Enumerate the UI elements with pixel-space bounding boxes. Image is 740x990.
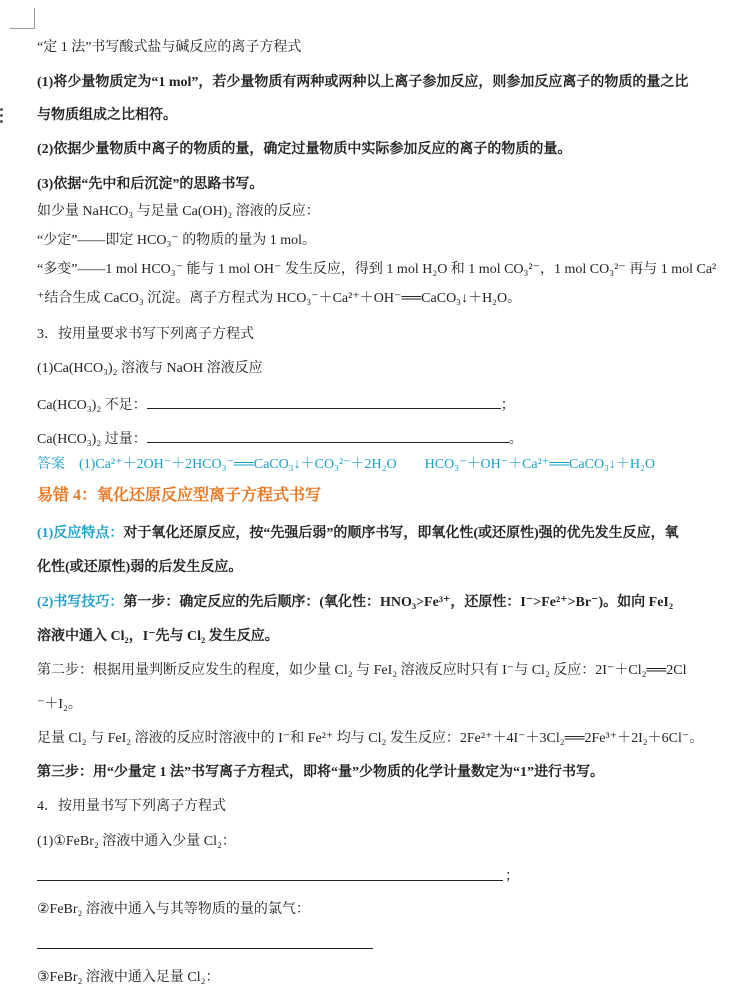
answer-blank-insufficient[interactable]: [147, 394, 501, 409]
question-4-part-3: ③FeBr₂ 溶液中通入足量 Cl₂：: [37, 970, 220, 985]
intro-heading: “定 1 法”书写酸式盐与碱反应的离子方程式: [37, 40, 302, 55]
answer-line-insufficient: [37, 394, 732, 416]
example-step-2-line-1: “多变”——1 mol HCO₃⁻ 能与 1 mol OH⁻ 发生反应，得到 1 mol H₂O 和 1 mol CO₃²⁻，1 mol CO₃²⁻ 再与 1 mol Ca²: [37, 262, 717, 277]
reaction-feature-text: 对于氧化还原反应，按“先强后弱”的顺序书写，即氧化性(或还原性)强的优先发生反应，氧: [123, 526, 679, 541]
section-heading-error-4: 易错 4：氧化还原反应型离子方程式书写: [37, 487, 322, 504]
answer-blank-q4-2[interactable]: [37, 948, 373, 949]
side-handle-icon[interactable]: [0, 108, 6, 126]
reaction-feature-line-1: [37, 524, 732, 544]
answer-label-excess: Ca(HCO₃)₂ 过量：: [37, 432, 147, 447]
rule-1-line-2: 与物质组成之比相符。: [37, 108, 177, 123]
step-2-line-1: 第二步：根据用量判断反应发生的程度，如少量 Cl₂ 与 FeI₂ 溶液反应时只有 I⁻与 Cl₂ 反应：2I⁻＋Cl₂══2Cl: [37, 663, 687, 678]
question-4-part-2: ②FeBr₂ 溶液中通入与其等物质的量的氯气：: [37, 902, 310, 917]
answer-line-excess: [37, 428, 732, 450]
question-4-part-1: (1)①FeBr₂ 溶液中通入少量 Cl₂：: [37, 834, 236, 849]
step-3-line: 第三步：用“少量定 1 法”书写离子方程式，即将“量”少物质的化学计量数定为“1”进行书写。: [37, 765, 604, 780]
answer-blank-excess[interactable]: [147, 428, 509, 443]
question-4-title: 4．按用量书写下列离子方程式: [37, 799, 226, 814]
writing-tip-line-1: [37, 593, 732, 613]
question-3-part-1: (1)Ca(HCO₃)₂ 溶液与 NaOH 溶液反应: [37, 361, 263, 376]
answer-label-insufficient: Ca(HCO₃)₂ 不足：: [37, 398, 147, 413]
writing-tip-line-2: 溶液中通入 Cl₂，I⁻先与 Cl₂ 发生反应。: [37, 629, 279, 644]
excess-chlorine-line: 足量 Cl₂ 与 FeI₂ 溶液的反应时溶液中的 I⁻和 Fe²⁺ 均与 Cl₂ 发生反应：2Fe²⁺＋4I⁻＋3Cl₂══2Fe³⁺＋2I₂＋6Cl⁻。: [37, 731, 704, 746]
answer-end-q4-1: ；: [505, 869, 519, 884]
writing-tip-text: 第一步：确定反应的先后顺序：(氧化性：HNO₃>Fe³⁺，还原性：I⁻>Fe²⁺>Br⁻)。如向 FeI₂: [123, 595, 674, 610]
question-3-title: 3．按用量要求书写下列离子方程式: [37, 327, 254, 342]
rule-3: (3)依据“先中和后沉淀”的思路书写。: [37, 177, 264, 192]
page-corner-mark: [10, 8, 35, 29]
writing-tip-label: (2)书写技巧：: [37, 595, 124, 610]
answer-key: 答案 (1)Ca²⁺＋2OH⁻＋2HCO₃⁻══CaCO₃↓＋CO₃²⁻＋2H₂O HCO₃⁻＋OH⁻＋Ca²⁺══CaCO₃↓＋H₂O: [37, 457, 656, 472]
rule-2: (2)依据少量物质中离子的物质的量，确定过量物质中实际参加反应的离子的物质的量。: [37, 142, 572, 157]
reaction-feature-line-2: 化性(或还原性)弱的后发生反应。: [37, 560, 243, 575]
answer-end-excess: 。: [508, 432, 523, 447]
answer-blank-q4-1[interactable]: [37, 880, 503, 881]
example-step-1: “少定”——即定 HCO₃⁻ 的物质的量为 1 mol。: [37, 233, 317, 248]
reaction-feature-label: (1)反应特点：: [37, 526, 124, 541]
example-intro: 如少量 NaHCO₃ 与足量 Ca(OH)₂ 溶液的反应：: [37, 204, 320, 219]
answer-end-insufficient: ；: [500, 398, 515, 413]
step-2-line-2: ⁻＋I₂。: [37, 697, 82, 712]
example-step-2-line-2: ⁺结合生成 CaCO₃ 沉淀。离子方程式为 HCO₃⁻＋Ca²⁺＋OH⁻══CaCO₃↓＋H₂O。: [37, 291, 522, 306]
rule-1-line-1: (1)将少量物质定为“1 mol”，若少量物质有两种或两种以上离子参加反应，则参加反应离子的物质的量之比: [37, 75, 689, 90]
